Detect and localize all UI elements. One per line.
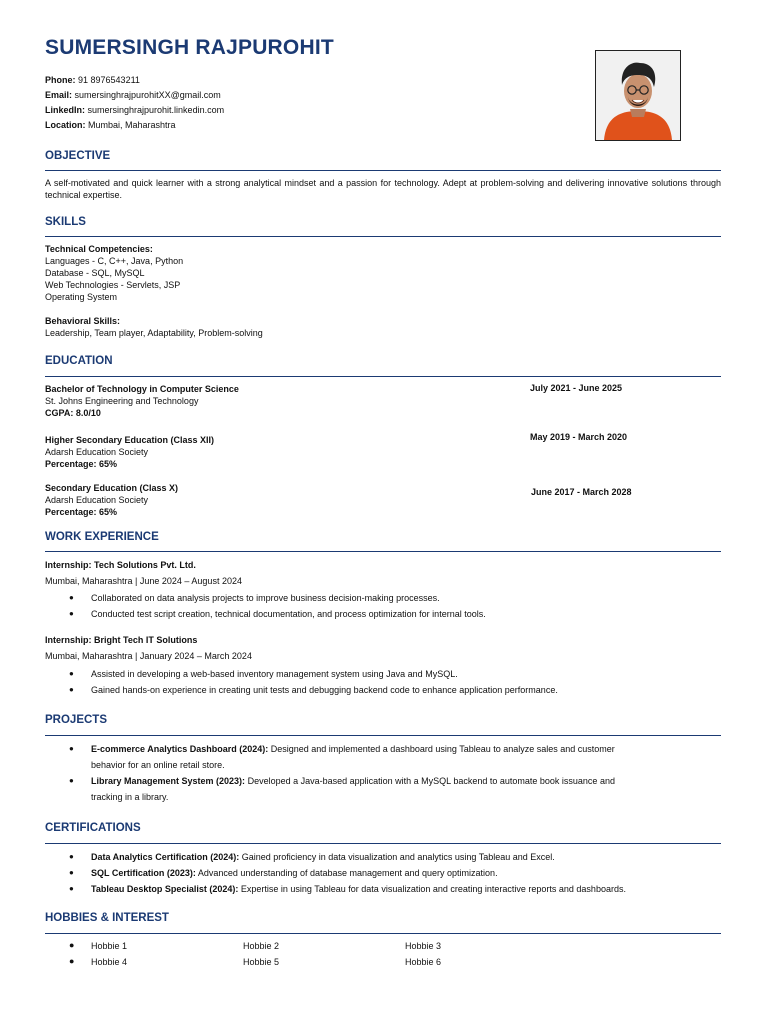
bullet-icon: ● — [69, 884, 74, 893]
project-desc: Designed and implemented a dashboard using Tableau to analyze sales and customer — [268, 744, 615, 754]
bullet-icon: ● — [69, 776, 74, 785]
behavioral-label: Behavioral Skills: — [45, 316, 121, 326]
email-value[interactable]: sumersinghrajpurohitXX@gmail.com — [74, 90, 221, 100]
certification-name: Data Analytics Certification (2024): — [91, 852, 240, 862]
hobbies-divider — [45, 933, 721, 934]
list-item — [45, 606, 486, 622]
education-school: Adarsh Education Society — [45, 495, 149, 505]
project-name: E-commerce Analytics Dashboard (2024): — [91, 744, 269, 754]
certification-name: Tableau Desktop Specialist (2024): — [91, 884, 239, 894]
list-item — [45, 682, 558, 698]
skill-line: Operating System — [45, 292, 118, 302]
work-bullets — [45, 590, 486, 622]
certification-desc: Gained proficiency in data visualization and analytics using Tableau and Excel. — [239, 852, 555, 862]
bullet-icon: ● — [69, 956, 75, 966]
linkedin-value[interactable]: sumersinghrajpurohit.linkedin.com — [87, 105, 225, 115]
bullet-text: Conducted test script creation, technical documentation, and process optimization for internal tools. — [91, 609, 486, 619]
education-degree: Higher Secondary Education (Class XII) — [45, 435, 215, 445]
project-desc: Developed a Java-based application with a MySQL backend to automate book issuance and — [245, 776, 615, 786]
education-score: Percentage: 65% — [45, 507, 118, 517]
certifications-divider — [45, 843, 721, 844]
education-dates: May 2019 - March 2020 — [530, 432, 628, 442]
objective-divider — [45, 170, 721, 171]
certification-desc: Advanced understanding of database management and query optimization. — [195, 868, 498, 878]
list-item — [45, 741, 615, 757]
project-name: Library Management System (2023): — [91, 776, 246, 786]
technical-skills — [45, 243, 183, 303]
work-divider — [45, 551, 721, 552]
work-role: Internship: Tech Solutions Pvt. Ltd. — [45, 560, 196, 570]
work-role: Internship: Bright Tech IT Solutions — [45, 635, 198, 645]
list-item-continuation — [45, 789, 615, 805]
hobby-item: Hobbie 3 — [405, 941, 442, 951]
location-line — [45, 118, 224, 133]
hobby-item: Hobbie 4 — [91, 957, 128, 967]
skill-line: Web Technologies - Servlets, JSP — [45, 280, 181, 290]
education-dates: July 2021 - June 2025 — [530, 383, 623, 393]
work-meta: Mumbai, Maharashtra | January 2024 – March 2024 — [45, 651, 252, 661]
project-desc: tracking in a library. — [91, 792, 169, 802]
bullet-icon: ● — [69, 669, 74, 678]
work-heading: WORK EXPERIENCE — [45, 531, 159, 543]
list-item-continuation — [45, 757, 615, 773]
certification-name: SQL Certification (2023): — [91, 868, 196, 878]
bullet-icon: ● — [69, 609, 74, 618]
certification-list — [45, 849, 626, 897]
bullet-icon: ● — [69, 868, 74, 877]
technical-label: Technical Competencies: — [45, 244, 153, 254]
bullet-icon: ● — [69, 593, 74, 602]
objective-heading: OBJECTIVE — [45, 150, 111, 162]
hobbies-heading: HOBBIES & INTEREST — [45, 912, 169, 924]
skills-divider — [45, 236, 721, 237]
skill-line: Languages - C, C++, Java, Python — [45, 256, 184, 266]
linkedin-label: LinkedIn: — [45, 105, 85, 115]
work-bullets — [45, 666, 558, 698]
email-label: Email: — [45, 90, 73, 100]
bullet-icon: ● — [69, 744, 74, 753]
bullet-icon: ● — [69, 940, 75, 950]
certifications-heading: CERTIFICATIONS — [45, 822, 141, 834]
behavioral-text: Leadership, Team player, Adaptability, Problem-solving — [45, 328, 263, 338]
bullet-text: Collaborated on data analysis projects to improve business decision-making processes. — [91, 593, 440, 603]
hobby-item: Hobbie 5 — [243, 957, 280, 967]
education-score: CGPA: 8.0/10 — [45, 408, 101, 418]
project-list — [45, 741, 615, 805]
location-label: Location: — [45, 120, 86, 130]
education-heading: EDUCATION — [45, 355, 113, 367]
hobby-item: Hobbie 2 — [243, 941, 280, 951]
location-value: Mumbai, Maharashtra — [88, 120, 176, 130]
objective-text: A self-motivated and quick learner with a strong analytical mindset and a passion for technology. Adept at problem-solving and delivering innovative solutions through technical expertise. — [45, 178, 721, 200]
education-school: St. Johns Engineering and Technology — [45, 396, 199, 406]
person-portrait-icon — [596, 51, 680, 140]
education-degree: Bachelor of Technology in Computer Science — [45, 384, 239, 394]
list-item — [45, 773, 615, 789]
list-item — [45, 590, 486, 606]
behavioral-skills — [45, 315, 263, 339]
linkedin-line — [45, 103, 224, 118]
education-degree: Secondary Education (Class X) — [45, 483, 179, 493]
list-item — [45, 865, 626, 881]
hobby-item: Hobbie 6 — [405, 957, 442, 967]
list-item — [45, 881, 626, 897]
email-line — [45, 88, 224, 103]
work-meta: Mumbai, Maharashtra | June 2024 – August 2024 — [45, 576, 242, 586]
skill-line: Database - SQL, MySQL — [45, 268, 145, 278]
candidate-name: SUMERSINGH RAJPUROHIT — [45, 36, 334, 59]
bullet-icon: ● — [69, 685, 74, 694]
education-divider — [45, 376, 721, 377]
bullet-icon: ● — [69, 852, 74, 861]
bullet-text: Assisted in developing a web-based inventory management system using Java and MySQL. — [91, 669, 458, 679]
projects-heading: PROJECTS — [45, 714, 107, 726]
phone-line — [45, 73, 224, 88]
education-dates: June 2017 - March 2028 — [531, 487, 632, 497]
education-score: Percentage: 65% — [45, 459, 118, 469]
education-school: Adarsh Education Society — [45, 447, 149, 457]
contact-block — [45, 73, 224, 133]
profile-photo — [595, 50, 681, 141]
education-item — [45, 383, 239, 419]
hobby-item: Hobbie 1 — [91, 941, 128, 951]
phone-label: Phone: — [45, 75, 76, 85]
list-item — [45, 849, 626, 865]
phone-value: 91 8976543211 — [78, 75, 140, 85]
projects-divider — [45, 735, 721, 736]
list-item — [45, 666, 558, 682]
skills-heading: SKILLS — [45, 216, 86, 228]
certification-desc: Expertise in using Tableau for data visualization and creating interactive reports and dashboards. — [238, 884, 626, 894]
education-item — [45, 434, 214, 470]
project-desc: behavior for an online retail store. — [91, 760, 225, 770]
education-item — [45, 482, 178, 518]
bullet-text: Gained hands-on experience in creating unit tests and debugging backend code to enhance application performance. — [91, 685, 558, 695]
